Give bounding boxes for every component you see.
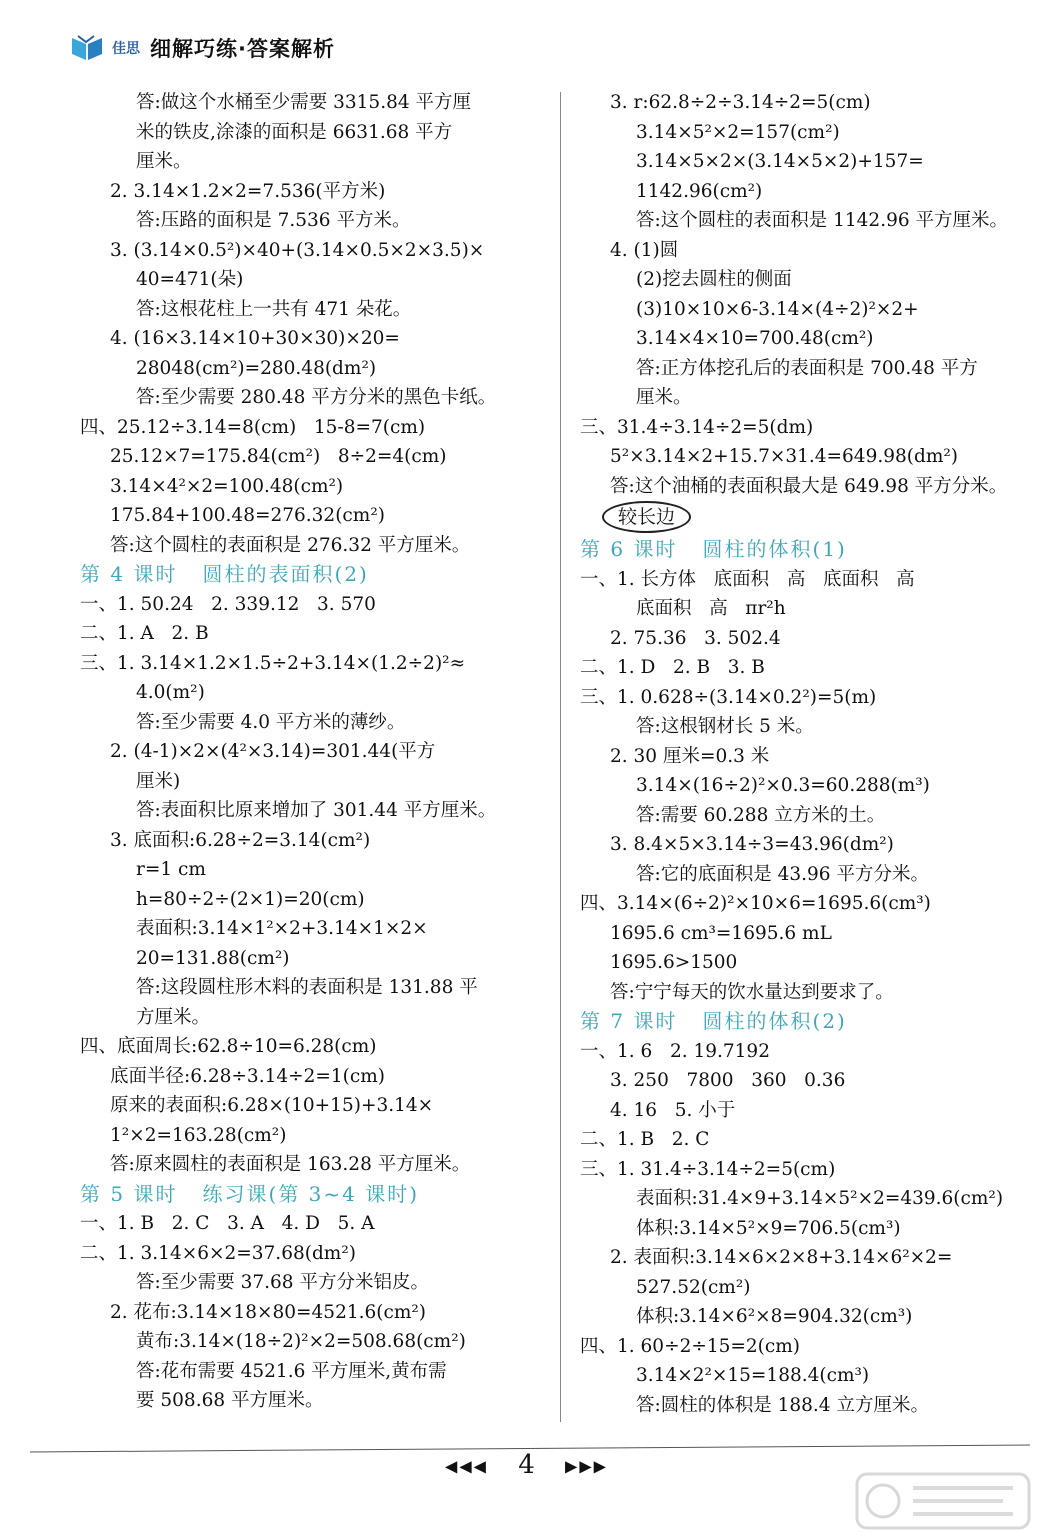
answer-line: 4. 16 5. 小于 <box>610 1099 736 1121</box>
answer-line: 四、1. 60÷2÷15=2(cm) <box>580 1335 800 1357</box>
answer-line: 2. 75.36 3. 502.4 <box>610 627 781 649</box>
answer-line: 2. 30 厘米=0.3 米 <box>610 745 770 767</box>
answer-line: 答:这根钢材长 5 米。 <box>636 716 814 737</box>
answer-line: 二、1. D 2. B 3. B <box>580 657 765 678</box>
answer-line: 底面半径:6.28÷3.14÷2=1(cm) <box>110 1065 385 1087</box>
answer-line: 三、1. 31.4÷3.14÷2=5(cm) <box>580 1158 836 1180</box>
answer-line: 3.14×4²×2=100.48(cm²) <box>110 475 344 497</box>
answer-line: 28048(cm²)=280.48(dm²) <box>136 357 377 379</box>
header-title: 细解巧练·答案解析 <box>150 37 335 61</box>
hint-badge: 较长边 <box>602 501 691 533</box>
answer-line: 3.14×4×10=700.48(cm²) <box>636 328 874 349</box>
lesson-heading: 第 5 课时 练习课(第 3~4 课时) <box>80 1181 420 1206</box>
answer-line: 175.84+100.48=276.32(cm²) <box>110 505 385 526</box>
answer-line: 20=131.88(cm²) <box>136 947 290 969</box>
answer-line: 三、1. 0.628÷(3.14×0.2²)=5(m) <box>580 686 877 708</box>
hint-badge-row <box>580 501 1050 535</box>
page-header <box>70 30 335 66</box>
answer-line: 表面积:3.14×1²×2+3.14×1×2× <box>136 918 428 939</box>
answer-line: 25.12×7=175.84(cm²) 8÷2=4(cm) <box>110 446 447 467</box>
answer-line: 3.14×5²×2=157(cm²) <box>636 121 840 143</box>
answer-line: 3. 底面积:6.28÷2=3.14(cm²) <box>110 829 371 851</box>
answer-line: 体积:3.14×5²×9=706.5(cm³) <box>636 1217 901 1239</box>
answer-line: 答:压路的面积是 7.536 平方米。 <box>136 210 411 231</box>
answer-line: 3.14×5×2×(3.14×5×2)+157= <box>636 151 924 172</box>
answer-line: (2)挖去圆柱的侧面 <box>636 269 792 290</box>
lesson-heading: 第 7 课时 圆柱的体积(2) <box>580 1009 847 1033</box>
answer-line: 答:至少需要 37.68 平方分米铝皮。 <box>136 1272 429 1293</box>
lesson-heading: 第 4 课时 圆柱的表面积(2) <box>80 562 369 586</box>
answer-line: 黄布:3.14×(18÷2)²×2=508.68(cm²) <box>136 1331 466 1352</box>
answer-line: 4.0(m²) <box>136 682 205 703</box>
watermark-logo-icon <box>853 1470 1033 1532</box>
answer-line: (3)10×10×6-3.14×(4÷2)²×2+ <box>636 298 919 320</box>
answer-line: 表面积:31.4×9+3.14×5²×2=439.6(cm²) <box>636 1188 1004 1209</box>
answer-line: 答:圆柱的体积是 188.4 立方厘米。 <box>636 1394 929 1416</box>
answer-line: 底面积 高 πr²h <box>636 598 786 619</box>
brand-name: 佳思 <box>112 41 140 57</box>
answer-line: 答:宁宁每天的饮水量达到要求了。 <box>610 981 894 1003</box>
answer-line: 二、1. A 2. B <box>80 623 209 644</box>
answer-line: 四、3.14×(6÷2)²×10×6=1695.6(cm³) <box>580 893 931 914</box>
book-logo-icon <box>70 34 104 62</box>
answer-line: 答:花布需要 4521.6 平方厘米,黄布需 <box>136 1360 447 1382</box>
answer-line: 3.14×(16÷2)²×0.3=60.288(m³) <box>636 775 930 796</box>
answer-line: 2. 花布:3.14×18×80=4521.6(cm²) <box>110 1301 427 1323</box>
answer-line: 1142.96(cm²) <box>636 180 763 202</box>
answer-line: 3.14×2²×15=188.4(cm³) <box>636 1365 870 1386</box>
answer-line: 厘米。 <box>636 387 692 408</box>
answer-line: 1695.6 cm³=1695.6 mL <box>610 922 832 944</box>
answer-line: 5²×3.14×2+15.7×31.4=649.98(dm²) <box>610 446 959 467</box>
answer-line: 三、31.4÷3.14÷2=5(dm) <box>580 416 814 438</box>
answer-line: 米的铁皮,涂漆的面积是 6631.68 平方 <box>136 121 453 143</box>
answer-line: 方厘米。 <box>136 1006 211 1028</box>
answer-line: 四、底面周长:62.8÷10=6.28(cm) <box>80 1036 377 1057</box>
answer-line: 一、1. 6 2. 19.7192 <box>580 1040 770 1062</box>
answer-line: 527.52(cm²) <box>636 1276 751 1298</box>
answer-line: 答:这个圆柱的表面积是 1142.96 平方厘米。 <box>636 210 1008 231</box>
answer-line: 二、1. B 2. C <box>580 1129 710 1150</box>
answer-line: 1²×2=163.28(cm²) <box>110 1124 287 1146</box>
answer-line: 答:至少需要 4.0 平方米的薄纱。 <box>136 711 406 733</box>
answer-line: h=80÷2÷(2×1)=20(cm) <box>136 888 365 910</box>
answer-line: 40=471(朵) <box>136 269 244 290</box>
lesson-heading: 第 6 课时 圆柱的体积(1) <box>580 537 847 561</box>
answer-line: 答:它的底面积是 43.96 平方分米。 <box>636 863 929 885</box>
answer-line: 二、1. 3.14×6×2=37.68(dm²) <box>80 1242 356 1264</box>
answer-line: 体积:3.14×6²×8=904.32(cm³) <box>636 1306 913 1327</box>
answer-line: r=1 cm <box>136 859 206 880</box>
answer-line: 3. 250 7800 360 0.36 <box>610 1070 846 1091</box>
answer-line: 答:做这个水桶至少需要 3315.84 平方厘 <box>136 92 471 113</box>
answer-line: 答:原来圆柱的表面积是 163.28 平方厘米。 <box>110 1154 471 1175</box>
answer-line: 答:这根花柱上一共有 471 朵花。 <box>136 298 412 320</box>
answer-line: 答:这段圆柱形木料的表面积是 131.88 平 <box>136 977 478 998</box>
answer-line: 答:至少需要 280.48 平方分米的黑色卡纸。 <box>136 387 497 408</box>
answer-line: 答:表面积比原来增加了 301.44 平方厘米。 <box>136 800 497 821</box>
answer-line: 四、25.12÷3.14=8(cm) 15-8=7(cm) <box>80 416 426 438</box>
answer-line: 4. (16×3.14×10+30×30)×20= <box>110 328 400 349</box>
answer-line: 答:正方体挖孔后的表面积是 700.48 平方 <box>636 357 978 379</box>
answer-line: 一、1. B 2. C 3. A 4. D 5. A <box>80 1213 375 1234</box>
answer-line: 4. (1)圆 <box>610 239 679 261</box>
answer-line: 答:需要 60.288 立方米的土。 <box>636 804 886 826</box>
answer-line: 一、1. 50.24 2. 339.12 3. 570 <box>80 593 376 615</box>
column-divider <box>560 92 561 1422</box>
answer-line: 一、1. 长方体 底面积 高 底面积 高 <box>580 568 915 590</box>
answer-line: 1695.6>1500 <box>610 952 738 973</box>
answer-line: 厘米) <box>136 770 181 792</box>
answer-line: 厘米。 <box>136 151 192 172</box>
answer-line: 3. (3.14×0.5²)×40+(3.14×0.5×2×3.5)× <box>110 239 485 261</box>
page-number: 4 <box>518 1450 535 1480</box>
answer-line: 答:这个圆柱的表面积是 276.32 平方厘米。 <box>110 534 471 556</box>
right-column <box>580 88 1050 1420</box>
answer-line: 3. r:62.8÷2÷3.14÷2=5(cm) <box>610 92 871 113</box>
next-arrows-icon: ▶▶▶ <box>565 1456 608 1476</box>
answer-line: 2. (4-1)×2×(4²×3.14)=301.44(平方 <box>110 741 436 762</box>
answer-line: 原来的表面积:6.28×(10+15)+3.14× <box>110 1095 434 1116</box>
prev-arrows-icon: ◀◀◀ <box>445 1456 488 1476</box>
answer-line: 3. 8.4×5×3.14÷3=43.96(dm²) <box>610 834 894 855</box>
answer-line: 2. 表面积:3.14×6×2×8+3.14×6²×2= <box>610 1247 953 1268</box>
left-column <box>80 88 550 1416</box>
answer-line: 要 508.68 平方厘米。 <box>136 1390 324 1411</box>
answer-line: 答:这个油桶的表面积最大是 649.98 平方分米。 <box>610 475 1008 497</box>
answer-line: 三、1. 3.14×1.2×1.5÷2+3.14×(1.2÷2)²≈ <box>80 652 466 674</box>
answer-line: 2. 3.14×1.2×2=7.536(平方米) <box>110 180 386 202</box>
